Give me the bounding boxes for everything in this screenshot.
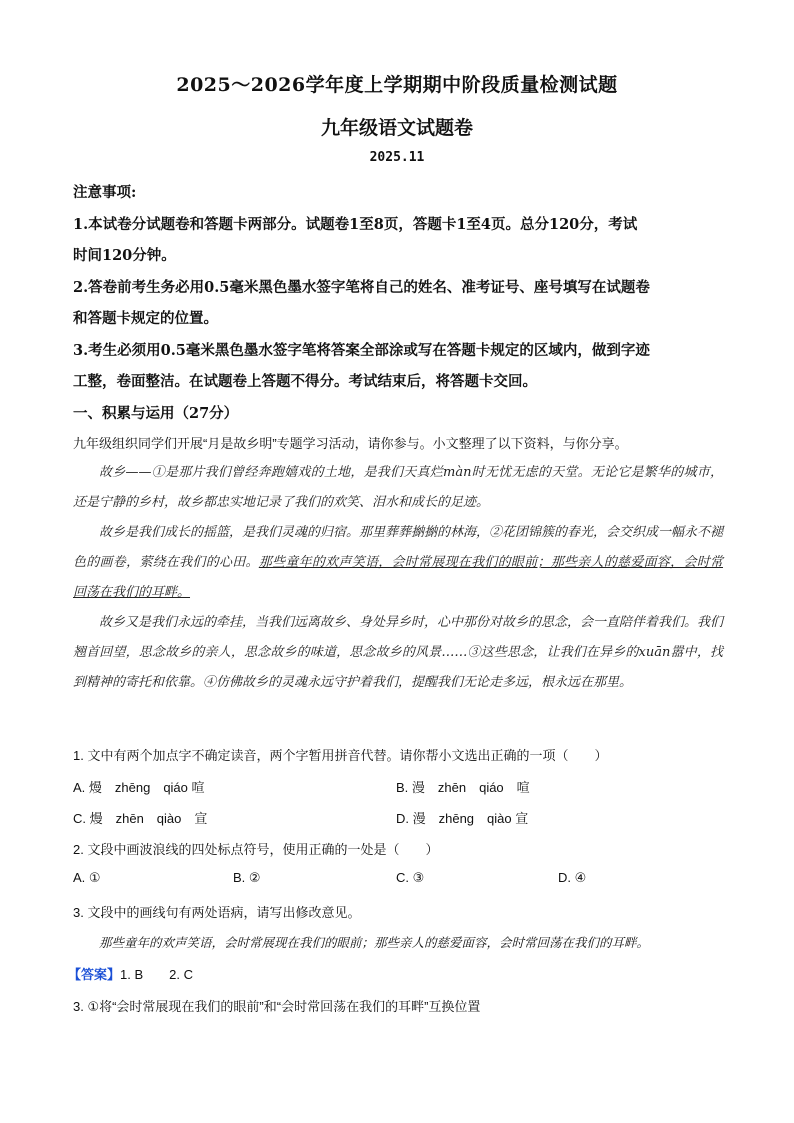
passage-paragraph-3-part-a: 故乡又是我们永远的牵挂，当我们远离故乡、身处异乡时，心中那份对故乡的思念，会一直陪伴着我们。我们翘首回望，思念故乡的亲人，思念故乡的味道，思念故乡的风景……③这些思念，让我们在异乡的xuān嚣中，找到精神的寄托和依靠。 [73,615,724,690]
answer-line [68,964,193,983]
notice-heading: 注意事项: [73,184,137,201]
answer-tag: 【答案】 [68,967,121,982]
question-2-option-c: C. ③ [396,870,425,885]
question-3-stem: 3. 文段中的画线句有两处语病，请写出修改意见。 [73,905,361,920]
notice-item-2-line-2: 和答题卡规定的位置。 [73,310,218,327]
notice-item-3-line-1: 3.考生必须用0.5毫米黑色墨水签字笔将答案全部涂或写在答题卡规定的区域内，做到字迹 [73,342,650,359]
answer-line-3: 3. ①将“会时常展现在我们的眼前”和“会时常回荡在我们的耳畔”互换位置 [73,999,481,1014]
question-1-option-b: B. 漫 zhēn qiáo 喧 [396,780,530,795]
question-2-option-d: D. ④ [558,870,587,885]
question-2-stem: 2. 文段中画波浪线的四处标点符号，使用正确的一处是（ ） [73,842,439,857]
question-2-option-b: B. ② [233,870,261,885]
exam-title: 2025～2026学年度上学期期中阶段质量检测试题 [176,74,618,96]
passage-paragraph-3 [73,608,723,698]
passage-paragraph-2-part-a: 故乡是我们成长的摇篮，是我们灵魂的归宿。那里葬葬㨥㨥的林海，②花团锦簇的春光，会交织成一幅永不褪色的画卷，萦绕在我们的心田。 [73,525,724,570]
section-intro: 九年级组织同学们开展“月是故乡明”专题学习活动，请你参与。小文整理了以下资料，与你分享。 [73,436,628,451]
question-2-option-a: A. ① [73,870,101,885]
notice-item-2-line-1: 2.答卷前考生务必用0.5毫米黑色墨水签字笔将自己的姓名、准考证号、座号填写在试题卷 [73,279,650,296]
exam-subtitle: 九年级语文试题卷 [320,117,473,139]
answer-text: 1. B 2. C [120,967,193,982]
notice-item-1-line-1: 1.本试卷分试题卷和答题卡两部分。试题卷1至8页，答题卡1至4页。总分120分，考试 [73,216,638,233]
underlined-sentence: 那些童年的欢声笑语，会时常展现在我们的眼前；那些亲人的慈爱面容，会时常回荡在我们的耳畔。 [73,555,723,600]
notice-item-1-line-2: 时间120分钟。 [73,247,176,264]
question-1-option-d: D. 漫 zhēng qiào 宣 [396,811,529,826]
exam-date: 2025.11 [369,150,425,165]
question-1-option-c: C. 熳 zhēn qiào 宣 [73,811,208,826]
passage-paragraph-3-part-b: ④仿佛故乡的灵魂永远守护着我们，提醒我们无论走多远，根永远在那里。 [203,675,633,690]
question-1-option-a: A. 熳 zhēng qiáo 喧 [73,780,205,795]
notice-item-3-line-2: 工整，卷面整洁。在试题卷上答题不得分。考试结束后，将答题卡交回。 [73,373,537,390]
passage-paragraph-1: 故乡——①是那片我们曾经奔跑嬉戏的土地，是我们天真烂màn时无忧无虑的天堂。无论它是繁华的城市，还是宁静的乡村，故乡都忠实地记录了我们的欢笑、泪水和成长的足迹。 [73,465,723,510]
section-heading: 一、积累与运用（27分） [73,405,239,422]
question-3-quote: 那些童年的欢声笑语，会时常展现在我们的眼前；那些亲人的慈爱面容，会时常回荡在我们的耳畔。 [99,935,650,950]
reading-passage [73,458,723,698]
question-1-stem: 1. 文中有两个加点字不确定读音，两个字暂用拼音代替。请你帮小文选出正确的一项（ ） [73,748,608,763]
passage-paragraph-2 [73,518,723,608]
